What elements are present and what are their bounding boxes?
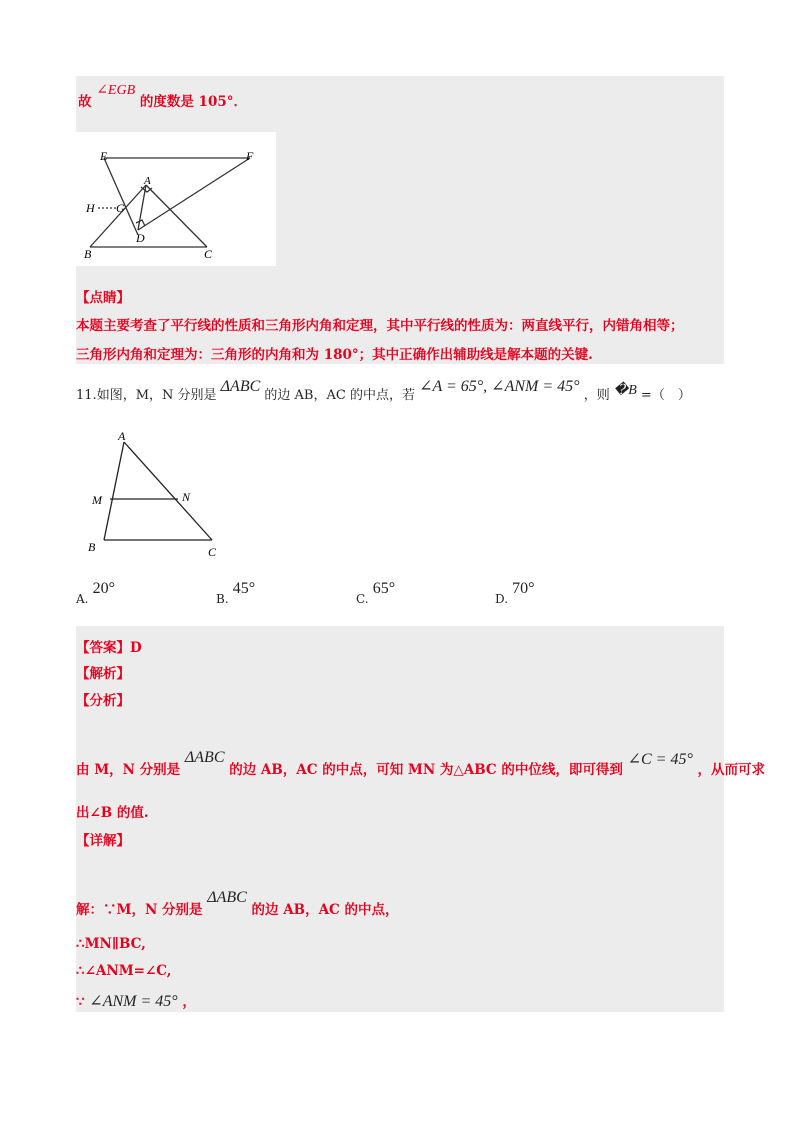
fenxi-line-2: 出∠B 的值. [76, 805, 149, 821]
label-b: B [88, 540, 96, 554]
solution-step-2: ∴∠ANM=∠C, [76, 963, 172, 979]
figure-1 [76, 132, 276, 266]
solution-step-3-suffix: ， [182, 994, 196, 1010]
fenxi-text-3: ，从而可求 [697, 762, 766, 778]
fenxi-angle-c: ∠C = 45° [627, 751, 693, 768]
fenxi-line-1 [76, 749, 766, 779]
option-b[interactable] [216, 580, 256, 608]
figure-2 [80, 428, 230, 560]
option-a[interactable] [76, 580, 116, 608]
label-b: B [84, 247, 92, 261]
line-ac [124, 442, 212, 540]
question-text-4: =（ ） [640, 388, 691, 403]
option-b-letter: B. [216, 592, 229, 606]
solution-block-bottom [76, 626, 724, 1012]
conclusion-prefix: 故 [78, 94, 92, 110]
angle-egb: ∠EGB [96, 83, 136, 98]
question-condition: ∠A = 65°, ∠ANM = 45° [419, 378, 580, 395]
fenxi-text-1: 由 M，N 分别是 [76, 762, 181, 778]
question-text-3: ，则 [583, 388, 610, 403]
dianjing-heading: 【点睛】 [76, 290, 130, 306]
question-11 [76, 378, 691, 404]
dianjing-line-1: 本题主要考查了平行线的性质和三角形内角和定理，其中平行线的性质为：两直线平行，内错角相等； [76, 318, 684, 334]
option-d-letter: D. [495, 592, 509, 606]
label-e: E [100, 149, 108, 163]
label-n: N [182, 490, 191, 504]
label-a: A [118, 429, 126, 443]
question-text-2: 的边 AB，AC 的中点，若 [264, 388, 415, 403]
angle-b-target: �B [613, 383, 637, 398]
solution-step-3-prefix: ∵ [76, 994, 85, 1010]
figure-2-diagram [80, 428, 230, 560]
option-d[interactable] [495, 580, 535, 608]
jiexi-heading: 【解析】 [76, 666, 130, 682]
solution-step-3 [76, 990, 196, 1011]
option-c-letter: C. [356, 592, 369, 606]
label-d: D [136, 231, 145, 245]
line-ac [146, 185, 207, 247]
option-c-value: 65° [372, 580, 396, 597]
answer-label: 【答案】D [76, 640, 142, 656]
label-c: C [208, 545, 217, 559]
question-number: 11. [76, 388, 97, 403]
line-ab [104, 442, 124, 540]
line-ed [104, 158, 138, 235]
right-angle-d [136, 220, 145, 226]
option-c[interactable] [356, 580, 396, 608]
solution-line-1 [76, 889, 399, 919]
option-a-value: 20° [92, 580, 116, 597]
fenxi-triangle-abc: ΔABC [184, 749, 225, 766]
conclusion-suffix: 的度数是 105°． [139, 94, 247, 110]
triangle-abc: ΔABC [220, 378, 261, 395]
label-m: M [92, 493, 102, 507]
solution-step-3-math: ∠ANM = 45° [89, 993, 178, 1010]
conclusion-line [78, 83, 247, 111]
solution-triangle-abc: ΔABC [207, 889, 247, 906]
label-a: A [144, 175, 151, 187]
label-g: G [116, 201, 125, 215]
label-f: F [246, 149, 254, 163]
label-c: C [204, 247, 213, 261]
option-d-value: 70° [512, 580, 535, 597]
option-a-letter: A. [76, 592, 89, 606]
solution-text-2: 的边 AB，AC 的中点， [251, 902, 399, 918]
figure-1-diagram [76, 132, 276, 266]
fenxi-heading: 【分析】 [76, 693, 130, 709]
fenxi-text-2: 的边 AB，AC 的中点，可知 MN 为△ABC 的中位线，即可得到 [229, 762, 623, 778]
solution-text-1: 解：∵M，N 分别是 [76, 902, 203, 918]
option-b-value: 45° [232, 580, 256, 597]
dianjing-line-2: 三角形内角和定理为：三角形的内角和为 180°；其中正确作出辅助线是解本题的关键. [76, 347, 593, 363]
question-text-1: 如图，M，N 分别是 [96, 388, 217, 403]
xiangjie-heading: 【详解】 [76, 833, 130, 849]
label-h: H [86, 201, 95, 215]
solution-step-1: ∴MN∥BC, [76, 936, 146, 952]
